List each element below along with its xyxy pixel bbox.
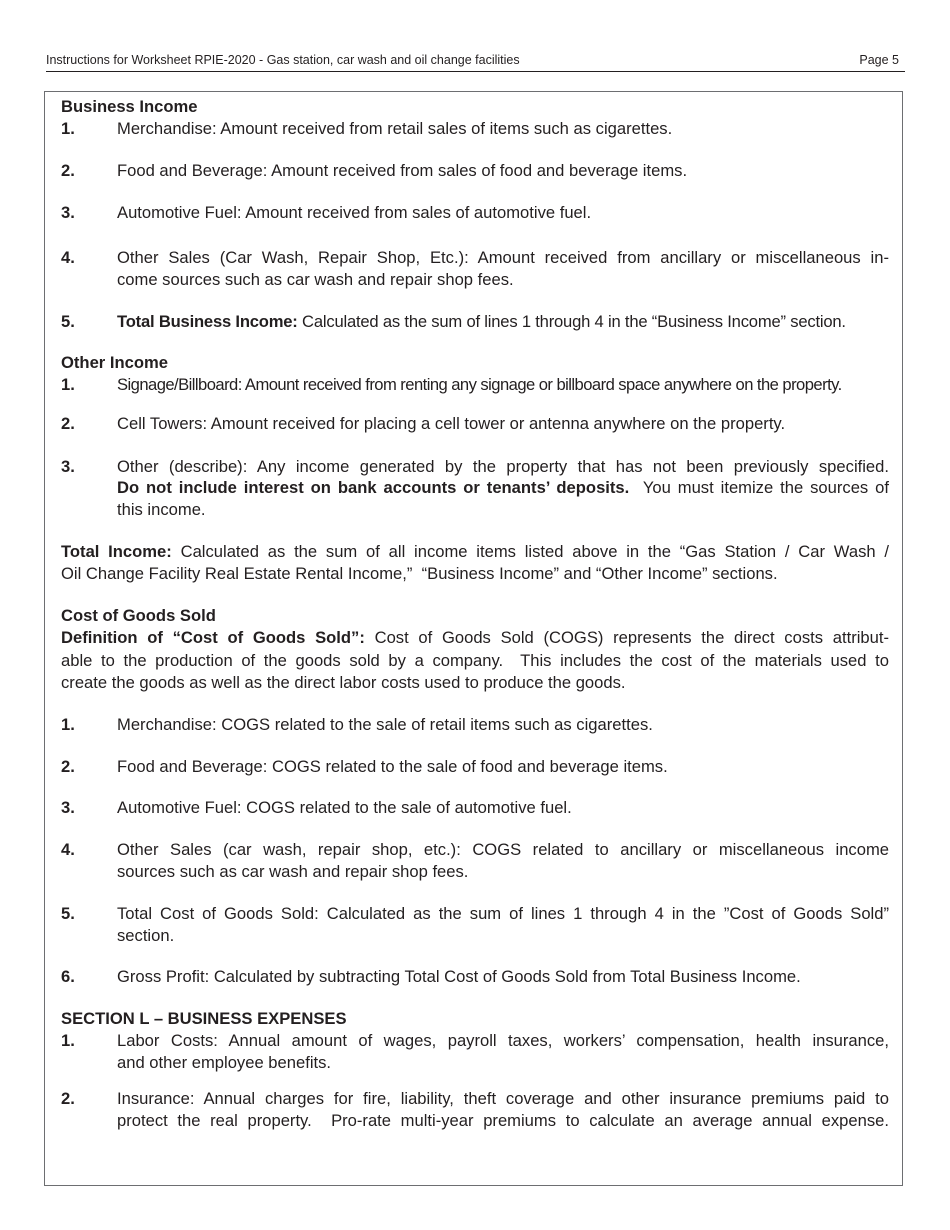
cogs-heading: Cost of Goods Sold xyxy=(61,606,216,625)
total-income-line: Oil Change Facility Real Estate Rental Income,” “Business Income” and “Other Income” sections. xyxy=(61,564,778,583)
list-number: 3. xyxy=(61,457,75,476)
list-item-text: Insurance: Annual charges for fire, liability, theft coverage and other insurance premiums paid to xyxy=(117,1089,889,1108)
page-header xyxy=(46,52,905,72)
list-number: 6. xyxy=(61,967,75,986)
page-number: Page 5 xyxy=(859,53,899,67)
section-l-heading: SECTION L – BUSINESS EXPENSES xyxy=(61,1009,347,1028)
cogs-definition-line: able to the production of the goods sold by a company. This includes the cost of the materials used to xyxy=(61,651,889,670)
list-item-text xyxy=(117,311,846,334)
total-business-income-text: Calculated as the sum of lines 1 through 4 in the “Business Income” section. xyxy=(297,312,846,331)
total-business-income-label: Total Business Income: xyxy=(117,312,298,331)
list-item-text: Automotive Fuel: Amount received from sales of automotive fuel. xyxy=(117,203,592,222)
cogs-definition: Definition of “Cost of Goods Sold”: Cost of Goods Sold (COGS) represents the direct costs attribut- xyxy=(61,628,889,647)
list-item-text: Food and Beverage: COGS related to the sale of food and beverage items. xyxy=(117,757,668,776)
list-number: 2. xyxy=(61,414,75,433)
list-number: 1. xyxy=(61,1031,75,1050)
list-number: 1. xyxy=(61,119,75,138)
list-item-text: Cell Towers: Amount received for placing a cell tower or antenna anywhere on the property. xyxy=(117,414,786,433)
list-number: 5. xyxy=(61,904,75,923)
list-number: 1. xyxy=(61,715,75,734)
business-income-heading: Business Income xyxy=(61,97,198,116)
header-title: Instructions for Worksheet RPIE-2020 - Gas station, car wash and oil change facilities xyxy=(46,53,520,67)
list-item-text: sources such as car wash and repair shop fees. xyxy=(117,862,469,881)
list-number: 1. xyxy=(61,375,75,394)
list-item-text: Total Cost of Goods Sold: Calculated as the sum of lines 1 through 4 in the ”Cost of Goods Sold” xyxy=(117,904,889,923)
list-item-text: come sources such as car wash and repair shop fees. xyxy=(117,270,514,289)
other-income-heading: Other Income xyxy=(61,353,168,372)
list-item-text: protect the real property. Pro-rate multi-year premiums to calculate an average annual expense. xyxy=(117,1111,889,1130)
list-item-text: Signage/Billboard: Amount received from renting any signage or billboard space anywhere on the property. xyxy=(117,375,842,394)
list-item-text: this income. xyxy=(117,500,206,519)
list-item-text: section. xyxy=(117,926,175,945)
list-number: 4. xyxy=(61,840,75,859)
list-item-text: Automotive Fuel: COGS related to the sale of automotive fuel. xyxy=(117,798,572,817)
list-number: 2. xyxy=(61,1089,75,1108)
list-item-text: Other Sales (Car Wash, Repair Shop, Etc.): Amount received from ancillary or miscellaneous in- xyxy=(117,248,889,267)
list-number: 2. xyxy=(61,757,75,776)
list-number: 3. xyxy=(61,203,75,222)
list-number: 2. xyxy=(61,161,75,180)
list-number: 4. xyxy=(61,248,75,267)
list-item-text: Labor Costs: Annual amount of wages, payroll taxes, workers’ compensation, health insurance, xyxy=(117,1031,889,1050)
list-item-text: Merchandise: COGS related to the sale of retail items such as cigarettes. xyxy=(117,715,653,734)
list-item-text: Other (describe): Any income generated by the property that has not been previously specified. xyxy=(117,457,889,476)
list-item-text: and other employee benefits. xyxy=(117,1053,332,1072)
list-number: 3. xyxy=(61,798,75,817)
list-item-text: Other Sales (car wash, repair shop, etc.): COGS related to ancillary or miscellaneous income xyxy=(117,840,889,859)
list-item-text: Food and Beverage: Amount received from sales of food and beverage items. xyxy=(117,161,688,180)
cogs-definition-line: create the goods as well as the direct labor costs used to produce the goods. xyxy=(61,673,626,692)
total-income-label: Total Income: xyxy=(61,542,172,561)
list-item-text: Do not include interest on bank accounts or tenants’ deposits. You must itemize the sources of xyxy=(117,478,889,497)
list-item-text: Gross Profit: Calculated by subtracting Total Cost of Goods Sold from Total Business Income. xyxy=(117,967,801,986)
list-item-text: Merchandise: Amount received from retail sales of items such as cigarettes. xyxy=(117,119,673,138)
do-not-include-note: Do not include interest on bank accounts or tenants’ deposits. xyxy=(117,478,630,497)
total-income-paragraph: Total Income: Calculated as the sum of all income items listed above in the “Gas Station / Car Wash / xyxy=(61,542,889,561)
list-number: 5. xyxy=(61,312,75,331)
cogs-definition-label: Definition of “Cost of Goods Sold”: xyxy=(61,628,365,647)
